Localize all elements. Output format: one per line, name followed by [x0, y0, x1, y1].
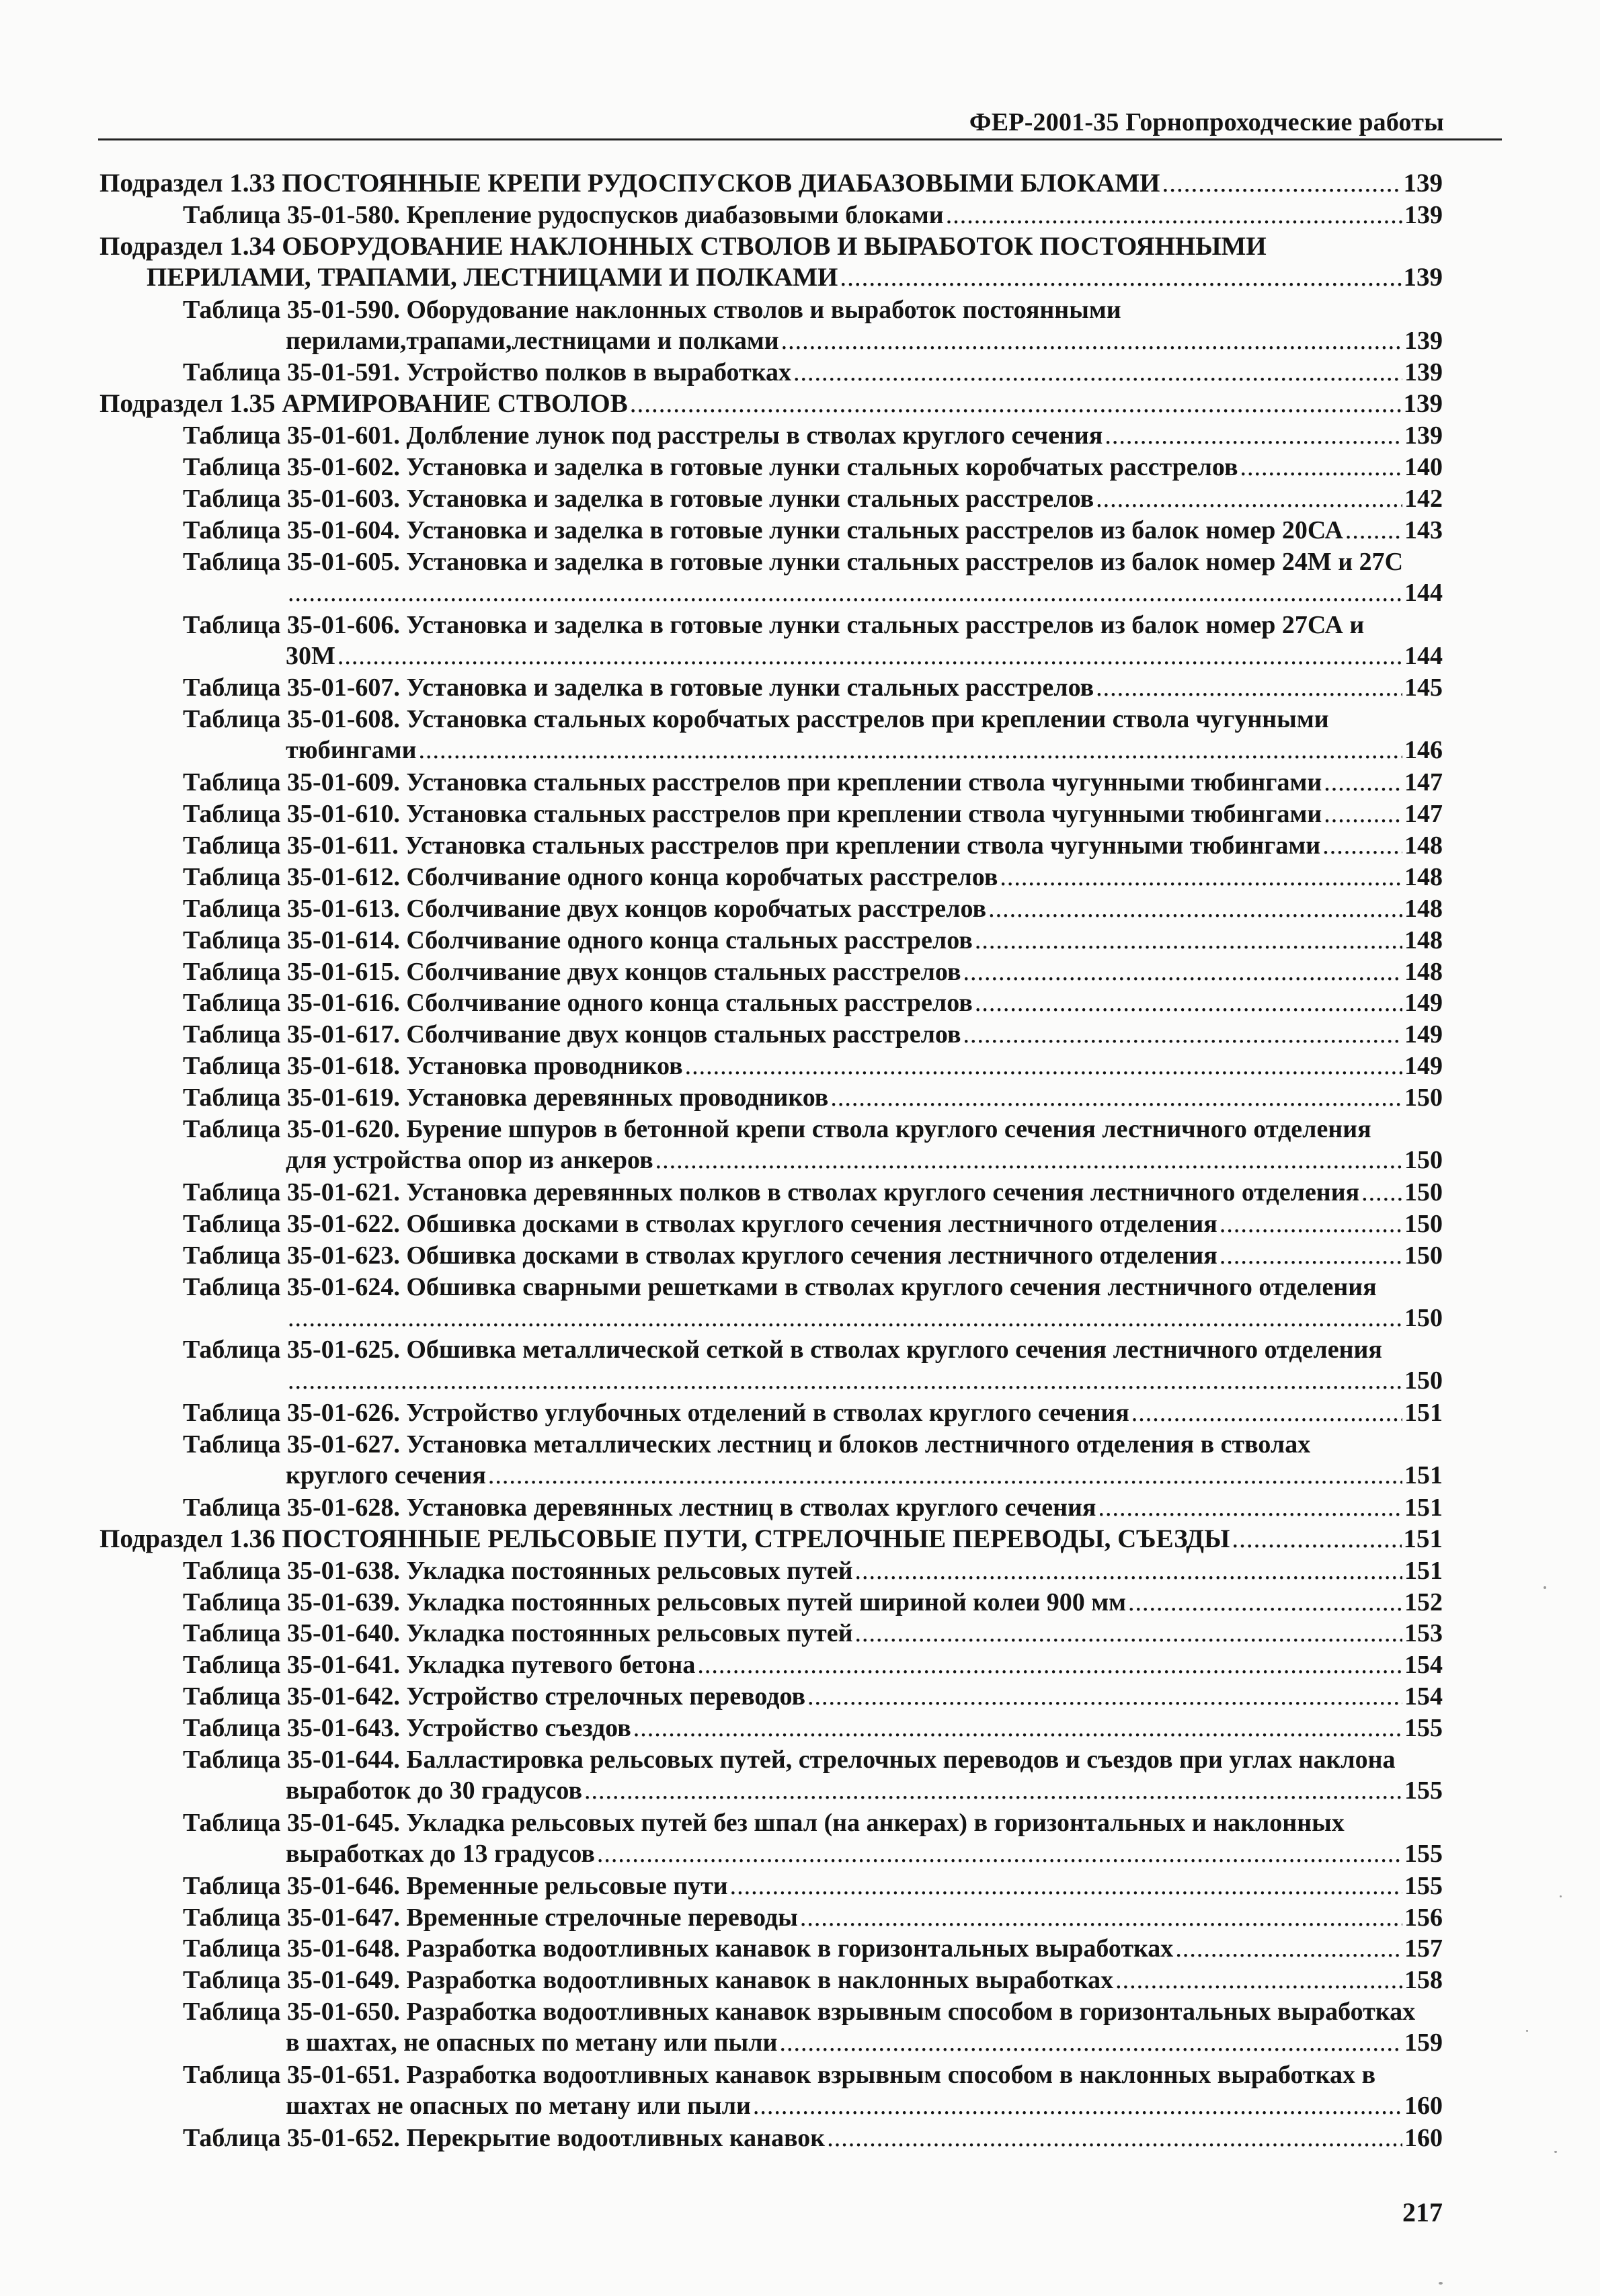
toc-page-number: 151 — [1404, 1556, 1443, 1585]
toc-page-number: 151 — [1404, 1461, 1443, 1489]
toc-table-entry[interactable] — [183, 1272, 1443, 1335]
dot-leader — [854, 1555, 1402, 1586]
dot-leader — [963, 956, 1403, 987]
toc-entry-text: Подраздел 1.36 ПОСТОЯННЫЕ РЕЛЬСОВЫЕ ПУТИ, СТРЕЛОЧНЫЕ ПЕРЕВОДЫ, СЪЕЗДЫ — [99, 1524, 1230, 1553]
toc-page-number: 155 — [1404, 1776, 1443, 1805]
scan-speck — [1544, 1586, 1546, 1589]
toc-page-number: 157 — [1404, 1934, 1443, 1963]
dot-leader — [1096, 483, 1402, 514]
toc-page-number: 155 — [1404, 1714, 1443, 1743]
dot-leader — [753, 2090, 1402, 2121]
dot-leader — [633, 1713, 1402, 1744]
toc-subsection-entry[interactable] — [99, 1524, 1443, 1555]
toc-page-number: 139 — [1404, 358, 1443, 387]
toc-page-number: 148 — [1404, 957, 1443, 986]
dot-leader — [288, 577, 1402, 608]
toc-entry-text: Таблица 35-01-651. Разработка водоотливных канавок взрывным способом в наклонных выработках в — [183, 2061, 1376, 2089]
dot-leader — [1115, 1965, 1402, 1996]
toc-table-entry[interactable] — [183, 1082, 1443, 1114]
dot-leader — [781, 325, 1402, 356]
toc-table-entry[interactable] — [183, 704, 1443, 767]
toc-entry-text: Подраздел 1.34 ОБОРУДОВАНИЕ НАКЛОННЫХ СТВОЛОВ И ВЫРАБОТОК ПОСТОЯННЫМИ — [99, 231, 1267, 261]
dot-leader — [830, 1082, 1402, 1113]
toc-page-number: 150 — [1404, 1303, 1443, 1332]
toc-page-number: 160 — [1404, 2092, 1443, 2120]
toc-table-entry[interactable] — [183, 610, 1443, 673]
toc-entry-text: Таблица 35-01-615. Сболчивание двух концов стальных расстрелов — [183, 957, 961, 986]
toc-page-number: 153 — [1404, 1619, 1443, 1648]
toc-table-entry[interactable] — [183, 357, 1443, 388]
dot-leader — [655, 1145, 1402, 1176]
toc-entry-text: Таблица 35-01-640. Укладка постоянных рельсовых путей — [183, 1619, 853, 1648]
toc-entry-text: Таблица 35-01-639. Укладка постоянных рельсовых путей шириной колеи 900 мм — [183, 1588, 1126, 1616]
toc-table-entry[interactable] — [183, 987, 1443, 1019]
dot-leader — [1322, 830, 1402, 861]
toc-entry-text: выработок до 30 градусов — [286, 1776, 582, 1805]
toc-entry-text: круглого сечения — [286, 1461, 486, 1489]
toc-table-entry[interactable] — [183, 1965, 1443, 1996]
toc-table-entry[interactable] — [183, 1019, 1443, 1051]
toc-table-entry[interactable] — [183, 1681, 1443, 1713]
toc-table-entry[interactable] — [183, 925, 1443, 956]
toc-table-entry[interactable] — [183, 1429, 1443, 1492]
toc-table-entry[interactable] — [183, 1618, 1443, 1649]
toc-entry-text: выработках до 13 градусов — [286, 1839, 595, 1868]
toc-entry-text: Таблица 35-01-652. Перекрытие водоотливных канавок — [183, 2123, 826, 2152]
toc-page-number: 152 — [1404, 1588, 1443, 1616]
toc-table-entry[interactable] — [183, 1334, 1443, 1397]
dot-leader — [800, 1902, 1402, 1933]
toc-table-entry[interactable] — [183, 1051, 1443, 1082]
toc-table-entry[interactable] — [183, 515, 1443, 546]
toc-table-entry[interactable] — [183, 1397, 1443, 1429]
toc-entry-text: Таблица 35-01-627. Установка металлических лестниц и блоков лестничного отделения в стволах — [183, 1430, 1311, 1459]
dot-leader — [975, 987, 1402, 1018]
scan-speck — [1526, 2030, 1528, 2032]
toc-entry-text: Таблица 35-01-641. Укладка путевого бетона — [183, 1651, 696, 1680]
dot-leader — [1324, 767, 1402, 798]
toc-table-entry[interactable] — [183, 1933, 1443, 1965]
toc-table-entry[interactable] — [183, 1996, 1443, 2059]
dot-leader — [288, 1303, 1402, 1334]
toc-page-number: 142 — [1404, 485, 1443, 513]
toc-entry-text: Таблица 35-01-605. Установка и заделка в готовые лунки стальных расстрелов из балок номер 24М и 27С — [183, 547, 1404, 576]
toc-subsection-entry[interactable] — [99, 168, 1443, 200]
toc-entry-text: Таблица 35-01-648. Разработка водоотливных канавок в горизонтальных выработках — [183, 1934, 1174, 1963]
toc-entry-text: Таблица 35-01-619. Установка деревянных проводников — [183, 1083, 829, 1112]
dot-leader — [946, 200, 1402, 231]
toc-subsection-entry[interactable] — [99, 388, 1443, 420]
toc-page-number: 139 — [1403, 389, 1443, 419]
toc-page-number: 143 — [1404, 516, 1443, 544]
toc-page-number: 140 — [1404, 453, 1443, 482]
toc-table-entry[interactable] — [183, 798, 1443, 830]
toc-table-entry[interactable] — [183, 1114, 1443, 1177]
toc-entry-text: Таблица 35-01-606. Установка и заделка в готовые лунки стальных расстрелов из балок номер 27СА и — [183, 610, 1365, 639]
toc-table-entry[interactable] — [183, 672, 1443, 704]
toc-entry-text: Таблица 35-01-604. Установка и заделка в готовые лунки стальных расстрелов из балок номер 20СА — [183, 516, 1343, 544]
toc-entry-text: шахтах не опасных по метану или пыли — [286, 2092, 751, 2120]
toc-page-number: 150 — [1404, 1146, 1443, 1174]
toc-entry-text: Таблица 35-01-603. Установка и заделка в готовые лунки стальных расстрелов — [183, 485, 1094, 513]
toc-page-number: 148 — [1404, 862, 1443, 891]
toc-page-number: 155 — [1404, 1839, 1443, 1868]
toc-entry-text: Таблица 35-01-608. Установка стальных коробчатых расстрелов при креплении ствола чугунными — [183, 705, 1329, 734]
toc-entry-text: Таблица 35-01-621. Установка деревянных полков в стволах круглого сечения лестничного отделения — [183, 1178, 1360, 1206]
toc-entry-text: Таблица 35-01-607. Установка и заделка в готовые лунки стальных расстрелов — [183, 673, 1094, 702]
toc-entry-text: Таблица 35-01-601. Долбление лунок под расстрелы в стволах круглого сечения — [183, 421, 1103, 450]
dot-leader — [1219, 1240, 1402, 1271]
toc-page-number: 156 — [1404, 1903, 1443, 1932]
toc-table-entry[interactable] — [183, 1807, 1443, 1871]
toc-table-entry[interactable] — [183, 1240, 1443, 1272]
toc-entry-text: Таблица 35-01-609. Установка стальных расстрелов при креплении ствола чугунными тюбингами — [183, 768, 1322, 797]
dot-leader — [1219, 1208, 1402, 1239]
dot-leader — [840, 262, 1401, 293]
dot-leader — [827, 2123, 1402, 2154]
toc-table-entry[interactable] — [183, 1555, 1443, 1587]
toc-entry-text: Таблица 35-01-638. Укладка постоянных рельсовых путей — [183, 1556, 853, 1585]
toc-entry-text: перилами,трапами,лестницами и полками — [286, 326, 779, 355]
toc-page-number: 160 — [1404, 2123, 1443, 2152]
toc-entry-text: Таблица 35-01-611. Установка стальных расстрелов при креплении ствола чугунными тюбингами — [183, 831, 1321, 860]
toc-entry-text: Таблица 35-01-617. Сболчивание двух концов стальных расстрелов — [183, 1020, 961, 1049]
dot-leader — [584, 1775, 1402, 1806]
toc-page-number: 139 — [1404, 200, 1443, 229]
dot-leader — [1324, 798, 1402, 829]
dot-leader — [697, 1649, 1402, 1680]
toc-table-entry[interactable] — [183, 1587, 1443, 1618]
toc-entry-text: Подраздел 1.35 АРМИРОВАНИЕ СТВОЛОВ — [99, 389, 628, 419]
dot-leader — [419, 735, 1402, 766]
toc-entry-text: Таблица 35-01-590. Оборудование наклонных стволов и выработок постоянными — [183, 295, 1121, 324]
toc-entry-text: Таблица 35-01-647. Временные стрелочные переводы — [183, 1903, 798, 1932]
toc-table-entry[interactable] — [183, 862, 1443, 893]
toc-table-entry[interactable] — [183, 1177, 1443, 1208]
dot-leader — [1105, 420, 1402, 451]
dot-leader — [488, 1460, 1402, 1491]
dot-leader — [630, 388, 1402, 419]
toc-table-entry[interactable] — [183, 546, 1443, 610]
toc-page-number: 149 — [1404, 989, 1443, 1018]
toc-page-number: 147 — [1404, 800, 1443, 828]
toc-table-entry[interactable] — [183, 830, 1443, 862]
toc-entry-text: Таблица 35-01-616. Сболчивание одного конца стальных расстрелов — [183, 989, 973, 1018]
toc-entry-text: Таблица 35-01-623. Обшивка досками в стволах круглого сечения лестничного отделения — [183, 1241, 1217, 1270]
toc-table-entry[interactable] — [183, 1744, 1443, 1807]
dot-leader — [1175, 1933, 1402, 1964]
toc-entry-text: Таблица 35-01-645. Укладка рельсовых путей без шпал (на анкерах) в горизонтальных и наклонных — [183, 1808, 1345, 1837]
toc-entry-text: Таблица 35-01-610. Установка стальных расстрелов при креплении ствола чугунными тюбингами — [183, 800, 1322, 828]
toc-page-number: 148 — [1404, 831, 1443, 860]
toc-entry-text: Таблица 35-01-612. Сболчивание одного конца коробчатых расстрелов — [183, 862, 998, 891]
toc-table-entry[interactable] — [183, 1492, 1443, 1524]
toc-page-number: 154 — [1404, 1651, 1443, 1680]
toc-page-number: 139 — [1404, 421, 1443, 450]
toc-page-number: 151 — [1404, 1493, 1443, 1522]
scan-speck — [1560, 1895, 1562, 1897]
dot-leader — [807, 1681, 1402, 1712]
toc-page-number: 150 — [1404, 1083, 1443, 1112]
dot-leader — [779, 2027, 1402, 2058]
dot-leader — [793, 357, 1402, 388]
toc-entry-text: тюбингами — [286, 736, 417, 765]
toc-entry-text: Таблица 35-01-613. Сболчивание двух концов коробчатых расстрелов — [183, 894, 987, 923]
toc-entry-text: в шахтах, не опасных по метану или пыли — [286, 2028, 778, 2057]
toc-entry-text: Таблица 35-01-626. Устройство углубочных отделений в стволах круглого сечения — [183, 1399, 1129, 1428]
dot-leader — [988, 893, 1402, 924]
toc-page-number: 145 — [1404, 673, 1443, 702]
toc-entry-text: 30М — [286, 641, 335, 670]
dot-leader — [854, 1618, 1402, 1649]
toc-page-number: 149 — [1404, 1052, 1443, 1081]
toc-page-number: 146 — [1404, 736, 1443, 765]
dot-leader — [1000, 862, 1402, 893]
toc-page-number: 139 — [1403, 169, 1443, 198]
toc-page-number: 151 — [1404, 1399, 1443, 1428]
toc-page-number: 148 — [1404, 894, 1443, 923]
toc-entry-text: Таблица 35-01-614. Сболчивание одного конца стальных расстрелов — [183, 926, 973, 954]
toc-page-number: 144 — [1404, 641, 1443, 670]
toc-table-entry[interactable] — [183, 200, 1443, 231]
toc-table-entry[interactable] — [183, 767, 1443, 798]
toc-entry-text: Таблица 35-01-620. Бурение шпуров в бетонной крепи ствола круглого сечения лестничного отделения — [183, 1115, 1371, 1143]
dot-leader — [730, 1871, 1402, 1901]
toc-entry-text: Таблица 35-01-644. Балластировка рельсовых путей, стрелочных переводов и съездов при углах наклона — [183, 1746, 1396, 1774]
toc-page-number: 155 — [1404, 1871, 1443, 1900]
toc-table-entry[interactable] — [183, 1902, 1443, 1934]
toc-table-entry[interactable] — [183, 1208, 1443, 1240]
toc-table-entry[interactable] — [183, 2059, 1443, 2123]
toc-entry-text: Таблица 35-01-625. Обшивка металлической сеткой в стволах круглого сечения лестничного отделения — [183, 1336, 1382, 1364]
dot-leader — [975, 925, 1402, 956]
toc-table-entry[interactable] — [183, 1649, 1443, 1681]
toc-table-entry[interactable] — [183, 294, 1443, 358]
toc-page-number: 139 — [1404, 326, 1443, 355]
toc-entry-text: ПЕРИЛАМИ, ТРАПАМИ, ЛЕСТНИЦАМИ И ПОЛКАМИ — [147, 262, 838, 292]
toc-table-entry[interactable] — [183, 420, 1443, 452]
toc-page-number: 150 — [1404, 1366, 1443, 1395]
toc-entry-text: Таблица 35-01-618. Установка проводников — [183, 1052, 683, 1081]
dot-leader — [1131, 1397, 1402, 1428]
toc-entry-text: Таблица 35-01-643. Устройство съездов — [183, 1714, 631, 1743]
dot-leader — [1240, 452, 1402, 483]
dot-leader — [288, 1365, 1402, 1396]
toc-page-number: 149 — [1404, 1020, 1443, 1049]
toc-page-number: 148 — [1404, 926, 1443, 954]
toc-entry-text: Таблица 35-01-649. Разработка водоотливных канавок в наклонных выработках — [183, 1966, 1114, 1995]
dot-leader — [597, 1838, 1402, 1869]
dot-leader — [1128, 1587, 1402, 1618]
toc-entry-text: Таблица 35-01-591. Устройство полков в выработках — [183, 358, 791, 387]
toc-page-number: 144 — [1404, 578, 1443, 607]
dot-leader — [1096, 672, 1402, 703]
toc-table-entry[interactable] — [183, 956, 1443, 988]
toc-page-number: 158 — [1404, 1966, 1443, 1995]
dot-leader — [1232, 1524, 1401, 1555]
toc-table-entry[interactable] — [183, 1713, 1443, 1744]
toc-page-number: 159 — [1404, 2028, 1443, 2057]
toc-page-number: 150 — [1404, 1178, 1443, 1206]
toc-entry-text: Таблица 35-01-624. Обшивка сварными решетками в стволах круглого сечения лестничного отделения — [183, 1272, 1377, 1301]
toc-table-entry[interactable] — [183, 893, 1443, 925]
running-header-title: ФЕР-2001-35 Горнопроходческие работы — [969, 108, 1444, 136]
toc-entry-text: для устройства опор из анкеров — [286, 1146, 653, 1174]
dot-leader — [1162, 168, 1401, 199]
dot-leader — [337, 641, 1402, 671]
toc-entry-text: Таблица 35-01-628. Установка деревянных лестниц в стволах круглого сечения — [183, 1493, 1096, 1522]
toc-entry-text: Таблица 35-01-646. Временные рельсовые пути — [183, 1871, 728, 1900]
dot-leader — [1098, 1492, 1402, 1523]
dot-leader — [963, 1019, 1403, 1050]
page-number: 217 — [1402, 2197, 1443, 2227]
toc-table-entry[interactable] — [183, 1871, 1443, 1902]
toc-entry-text: Таблица 35-01-580. Крепление рудоспусков диабазовыми блоками — [183, 200, 944, 229]
toc-page-number: 150 — [1404, 1241, 1443, 1270]
toc-entry-text: Таблица 35-01-642. Устройство стрелочных переводов — [183, 1682, 806, 1711]
scan-speck — [1439, 2282, 1443, 2285]
toc-entry-text: Таблица 35-01-602. Установка и заделка в готовые лунки стальных коробчатых расстрелов — [183, 453, 1238, 482]
toc-page-number: 154 — [1404, 1682, 1443, 1711]
toc-page-number: 147 — [1404, 768, 1443, 797]
toc-entry-text: Таблица 35-01-622. Обшивка досками в стволах круглого сечения лестничного отделения — [183, 1209, 1217, 1238]
toc-entry-text: Подраздел 1.33 ПОСТОЯННЫЕ КРЕПИ РУДОСПУСКОВ ДИАБАЗОВЫМИ БЛОКАМИ — [99, 169, 1160, 198]
toc-table-entry[interactable] — [183, 2123, 1443, 2154]
toc-subsection-entry[interactable] — [99, 231, 1443, 294]
toc-page-number: 151 — [1403, 1524, 1443, 1553]
toc-table-entry[interactable] — [183, 452, 1443, 483]
scan-speck — [1554, 2151, 1557, 2153]
dot-leader — [1345, 515, 1402, 546]
toc-entry-text: Таблица 35-01-650. Разработка водоотливных канавок взрывным способом в горизонтальных выработках — [183, 1998, 1416, 2026]
toc-table-entry[interactable] — [183, 483, 1443, 515]
dot-leader — [1361, 1177, 1402, 1208]
toc-page-number: 150 — [1404, 1209, 1443, 1238]
dot-leader — [685, 1051, 1402, 1081]
toc-page-number: 139 — [1403, 262, 1443, 292]
